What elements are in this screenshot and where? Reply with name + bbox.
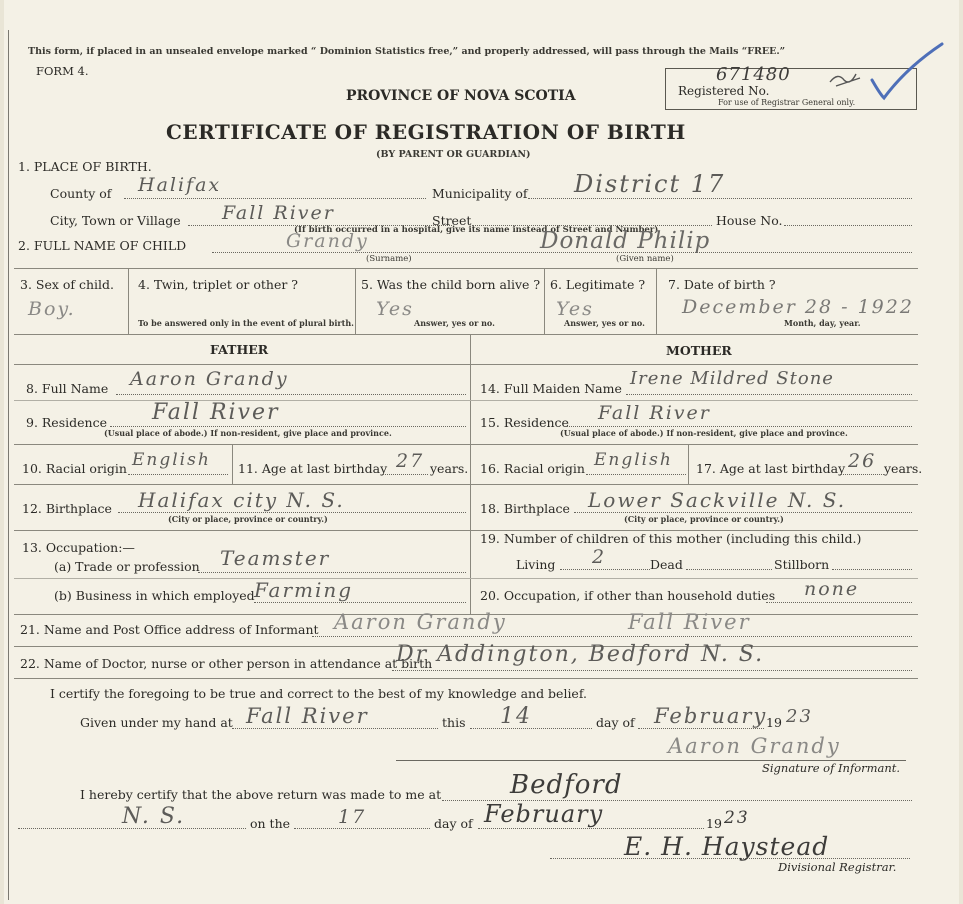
city-label: City, Town or Village <box>50 213 181 228</box>
this-label: this <box>442 715 466 730</box>
given-month-value: February <box>654 704 768 728</box>
mother-age-label: 17. Age at last birthday <box>696 461 846 476</box>
given-year-prefix: 19 <box>766 715 782 730</box>
given-year-value: 23 <box>786 706 813 727</box>
registrar-place-value: Bedford <box>510 770 623 800</box>
business-value: Farming <box>254 578 354 602</box>
dob-note: Month, day, year. <box>784 318 861 328</box>
city-value: Fall River <box>222 202 335 224</box>
certificate-subtitle: (BY PARENT OR GUARDIAN) <box>376 149 531 160</box>
informant-signature-caption: Signature of Informant. <box>762 761 901 775</box>
children-count-label: 19. Number of children of this mother (including this child.) <box>480 531 862 546</box>
mother-heading: MOTHER <box>666 343 732 358</box>
dob-value: December 28 - 1922 <box>682 296 914 318</box>
father-residence-label: 9. Residence <box>26 415 107 430</box>
form-number: FORM 4. <box>36 64 89 78</box>
legitimate-label: 6. Legitimate ? <box>550 277 646 292</box>
business-label: (b) Business in which employed <box>54 588 255 603</box>
registration-label: Registered No. <box>678 84 770 98</box>
stillborn-label: Stillborn <box>774 557 830 572</box>
father-age-value: 27 <box>396 450 425 472</box>
father-years-label: years. <box>430 461 469 476</box>
county-value: Halifax <box>138 174 222 196</box>
mother-occupation-label: 20. Occupation, if other than household duties <box>480 588 776 603</box>
mother-residence-value: Fall River <box>598 402 711 424</box>
given-day-of-label: day of <box>596 715 635 730</box>
mother-age-value: 26 <box>848 450 877 472</box>
given-under-label: Given under my hand at <box>80 715 233 730</box>
mother-name-label: 14. Full Maiden Name <box>480 381 622 396</box>
legitimate-note: Answer, yes or no. <box>564 318 645 328</box>
given-name-caption: (Given name) <box>616 254 674 264</box>
given-place-value: Fall River <box>246 704 369 728</box>
informant-label: 21. Name and Post Office address of Informant <box>20 622 319 637</box>
father-residence-value: Fall River <box>152 400 280 425</box>
registrar-province-value: N. S. <box>122 804 186 829</box>
hospital-note: (If birth occurred in a hospital, give its name instead of Street and Number) <box>294 225 659 235</box>
child-given-name-value: Donald Philip <box>540 228 711 254</box>
place-of-birth-heading: 1. PLACE OF BIRTH. <box>18 159 152 174</box>
registrar-year-value: 23 <box>724 808 750 828</box>
certify-statement: I certify the foregoing to be true and correct to the best of my knowledge and belief. <box>50 686 587 701</box>
registration-note: For use of Registrar General only. <box>718 98 856 107</box>
registrar-statement: I hereby certify that the above return was made to me at <box>80 787 442 802</box>
father-birthplace-note: (City or place, province or country.) <box>168 514 328 524</box>
legitimate-value: Yes <box>556 298 594 320</box>
father-name-value: Aaron Grandy <box>130 368 289 390</box>
mother-racial-value: English <box>594 450 673 470</box>
given-day-value: 14 <box>500 704 532 729</box>
father-age-label: 11. Age at last birthday <box>238 461 388 476</box>
left-border <box>8 30 9 900</box>
child-name-label: 2. FULL NAME OF CHILD <box>18 238 187 253</box>
mother-birthplace-label: 18. Birthplace <box>480 501 570 516</box>
county-label: County of <box>50 186 112 201</box>
sex-label: 3. Sex of child. <box>20 277 115 292</box>
father-name-label: 8. Full Name <box>26 381 109 396</box>
alive-label: 5. Was the child born alive ? <box>361 277 541 292</box>
street-label: Street <box>432 213 472 228</box>
registrar-day-of-label: day of <box>434 816 473 831</box>
father-racial-value: English <box>132 450 211 470</box>
mother-racial-label: 16. Racial origin <box>480 461 585 476</box>
registrar-year-prefix: 19 <box>706 816 722 831</box>
postal-notice: This form, if placed in an unsealed envelope marked “ Dominion Statistics free,” and properly addressed, will pass through the Mails “FREE.” <box>28 46 786 57</box>
birth-certificate <box>4 0 959 904</box>
mother-birthplace-value: Lower Sackville N. S. <box>588 488 847 512</box>
alive-value: Yes <box>376 298 414 320</box>
informant-address-value: Fall River <box>628 610 751 634</box>
mother-birthplace-note: (City or place, province or country.) <box>624 514 784 524</box>
informant-signature: Aaron Grandy <box>668 734 841 758</box>
registrar-day-value: 17 <box>338 806 367 828</box>
father-residence-note: (Usual place of abode.) If non-resident, give place and province. <box>104 428 392 438</box>
father-birthplace-label: 12. Birthplace <box>22 501 112 516</box>
informant-name-value: Aaron Grandy <box>334 610 507 634</box>
doctor-label: 22. Name of Doctor, nurse or other person in attendance at birth <box>20 656 433 671</box>
father-racial-label: 10. Racial origin <box>22 461 127 476</box>
house-number-label: House No. <box>716 213 783 228</box>
mother-occupation-value: none <box>804 578 860 600</box>
scribble-mark-icon <box>828 68 864 90</box>
registrar-signature-caption: Divisional Registrar. <box>778 860 897 874</box>
doctor-value: Dr Addington, Bedford N. S. <box>396 642 765 667</box>
twin-note: To be answered only in the event of plural birth. <box>138 318 354 328</box>
sex-value: Boy. <box>28 298 76 320</box>
dead-label: Dead <box>650 557 683 572</box>
registrar-month-value: February <box>484 800 604 828</box>
child-surname-value: Grandy <box>286 230 369 252</box>
father-heading: FATHER <box>210 342 269 357</box>
municipality-value: District 17 <box>574 170 726 198</box>
father-birthplace-value: Halifax city N. S. <box>138 488 345 512</box>
mother-name-value: Irene Mildred Stone <box>630 368 834 389</box>
trade-value: Teamster <box>220 546 331 570</box>
dob-label: 7. Date of birth ? <box>668 277 776 292</box>
living-label: Living <box>516 557 556 572</box>
certificate-title: CERTIFICATE OF REGISTRATION OF BIRTH <box>166 120 686 144</box>
registration-number: 671480 <box>716 64 791 85</box>
occupation-heading: 13. Occupation:— <box>22 540 135 555</box>
mother-residence-note: (Usual place of abode.) If non-resident, give place and province. <box>560 428 848 438</box>
mother-years-label: years. <box>884 461 923 476</box>
checkmark-icon <box>866 40 946 104</box>
registrar-signature: E. H. Haystead <box>624 832 830 861</box>
living-value: 2 <box>592 546 607 568</box>
alive-note: Answer, yes or no. <box>414 318 495 328</box>
mother-residence-label: 15. Residence <box>480 415 569 430</box>
province-heading: PROVINCE OF NOVA SCOTIA <box>346 88 576 104</box>
twin-label: 4. Twin, triplet or other ? <box>138 277 298 292</box>
surname-caption: (Surname) <box>366 254 412 264</box>
municipality-label: Municipality of <box>432 186 528 201</box>
on-the-label: on the <box>250 816 291 831</box>
trade-label: (a) Trade or profession <box>54 559 200 574</box>
